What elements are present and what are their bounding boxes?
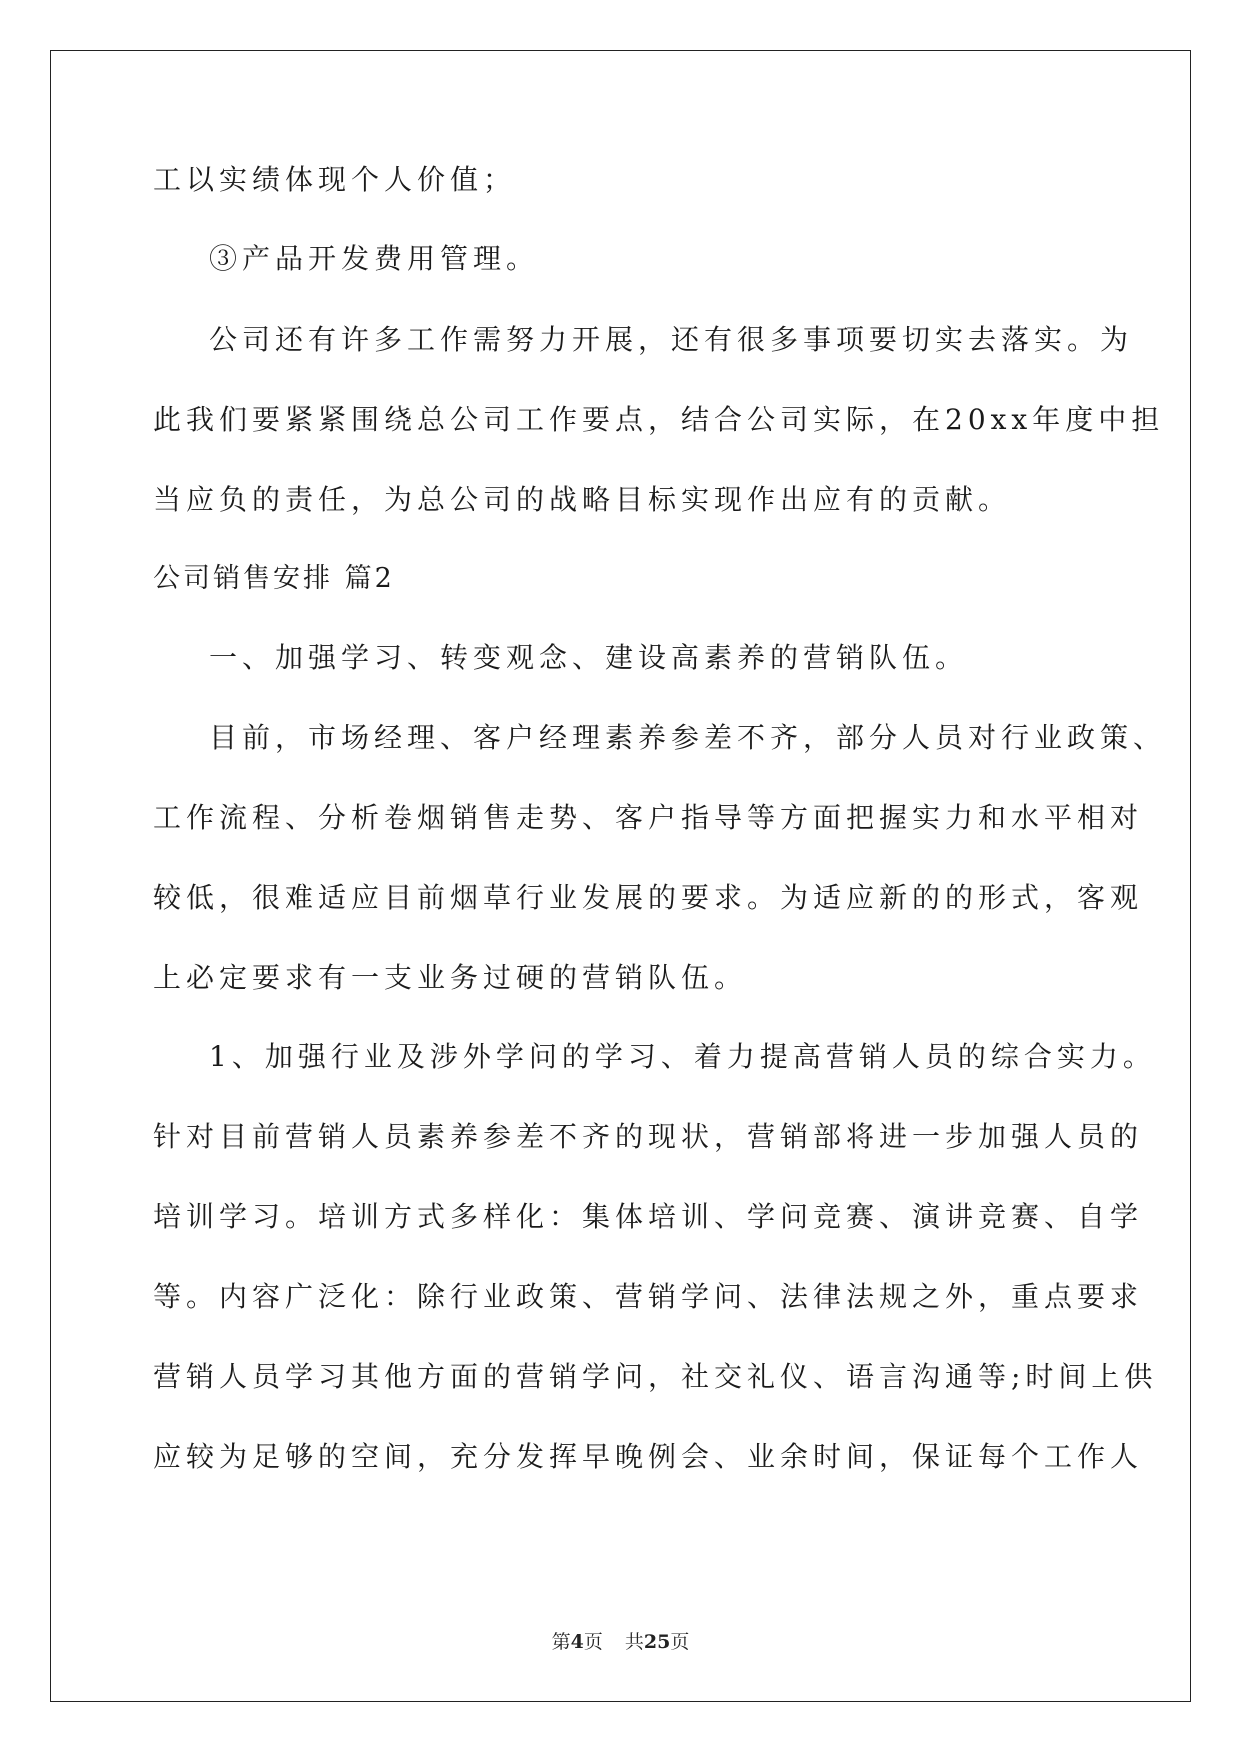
- paragraph-line: 一、加强学习、转变观念、建设高素养的营销队伍。: [209, 641, 969, 674]
- paragraph-line: 工以实绩体现个人价值；: [153, 163, 517, 196]
- paragraph-line: ③产品开发费用管理。: [209, 242, 540, 275]
- section-heading: 公司销售安排 篇2: [153, 563, 395, 594]
- paragraph-line: 目前，市场经理、客户经理素养参差不齐，部分人员对行业政策、: [209, 721, 1167, 754]
- paragraph-line: 营销人员学习其他方面的营销学问，社交礼仪、语言沟通等;时间上供: [153, 1360, 1158, 1393]
- paragraph-line: 培训学习。培训方式多样化：集体培训、学问竞赛、演讲竞赛、自学: [153, 1200, 1144, 1233]
- paragraph-line: 针对目前营销人员素养参差不齐的现状，营销部将进一步加强人员的: [153, 1120, 1144, 1153]
- page-number-total: 25: [643, 1631, 671, 1653]
- paragraph-line: 公司还有许多工作需努力开展，还有很多事项要切实去落实。为: [209, 323, 1134, 356]
- paragraph-line: 工作流程、分析卷烟销售走势、客户指导等方面把握实力和水平相对: [153, 801, 1144, 834]
- paragraph-line: 等。内容广泛化：除行业政策、营销学问、法律法规之外，重点要求: [153, 1280, 1144, 1313]
- page-footer: [0, 1627, 1241, 1654]
- page-total-prefix: 共: [624, 1631, 644, 1653]
- paragraph-line: 较低，很难适应目前烟草行业发展的要求。为适应新的的形式，客观: [153, 881, 1144, 914]
- page-number-prefix: 第: [551, 1631, 571, 1653]
- page-number-current: 4: [570, 1631, 584, 1653]
- paragraph-line: 1、加强行业及涉外学问的学习、着力提高营销人员的综合实力。: [209, 1040, 1156, 1073]
- paragraph-line: 应较为足够的空间，充分发挥早晚例会、业余时间，保证每个工作人: [153, 1440, 1144, 1473]
- paragraph-line: 此我们要紧紧围绕总公司工作要点，结合公司实际，在20xx年度中担: [153, 403, 1165, 436]
- page-number-suffix: 页: [583, 1631, 603, 1653]
- page-total-suffix: 页: [670, 1631, 690, 1653]
- paragraph-line: 当应负的责任，为总公司的战略目标实现作出应有的贡献。: [153, 483, 1012, 516]
- paragraph-line: 上必定要求有一支业务过硬的营销队伍。: [153, 961, 748, 994]
